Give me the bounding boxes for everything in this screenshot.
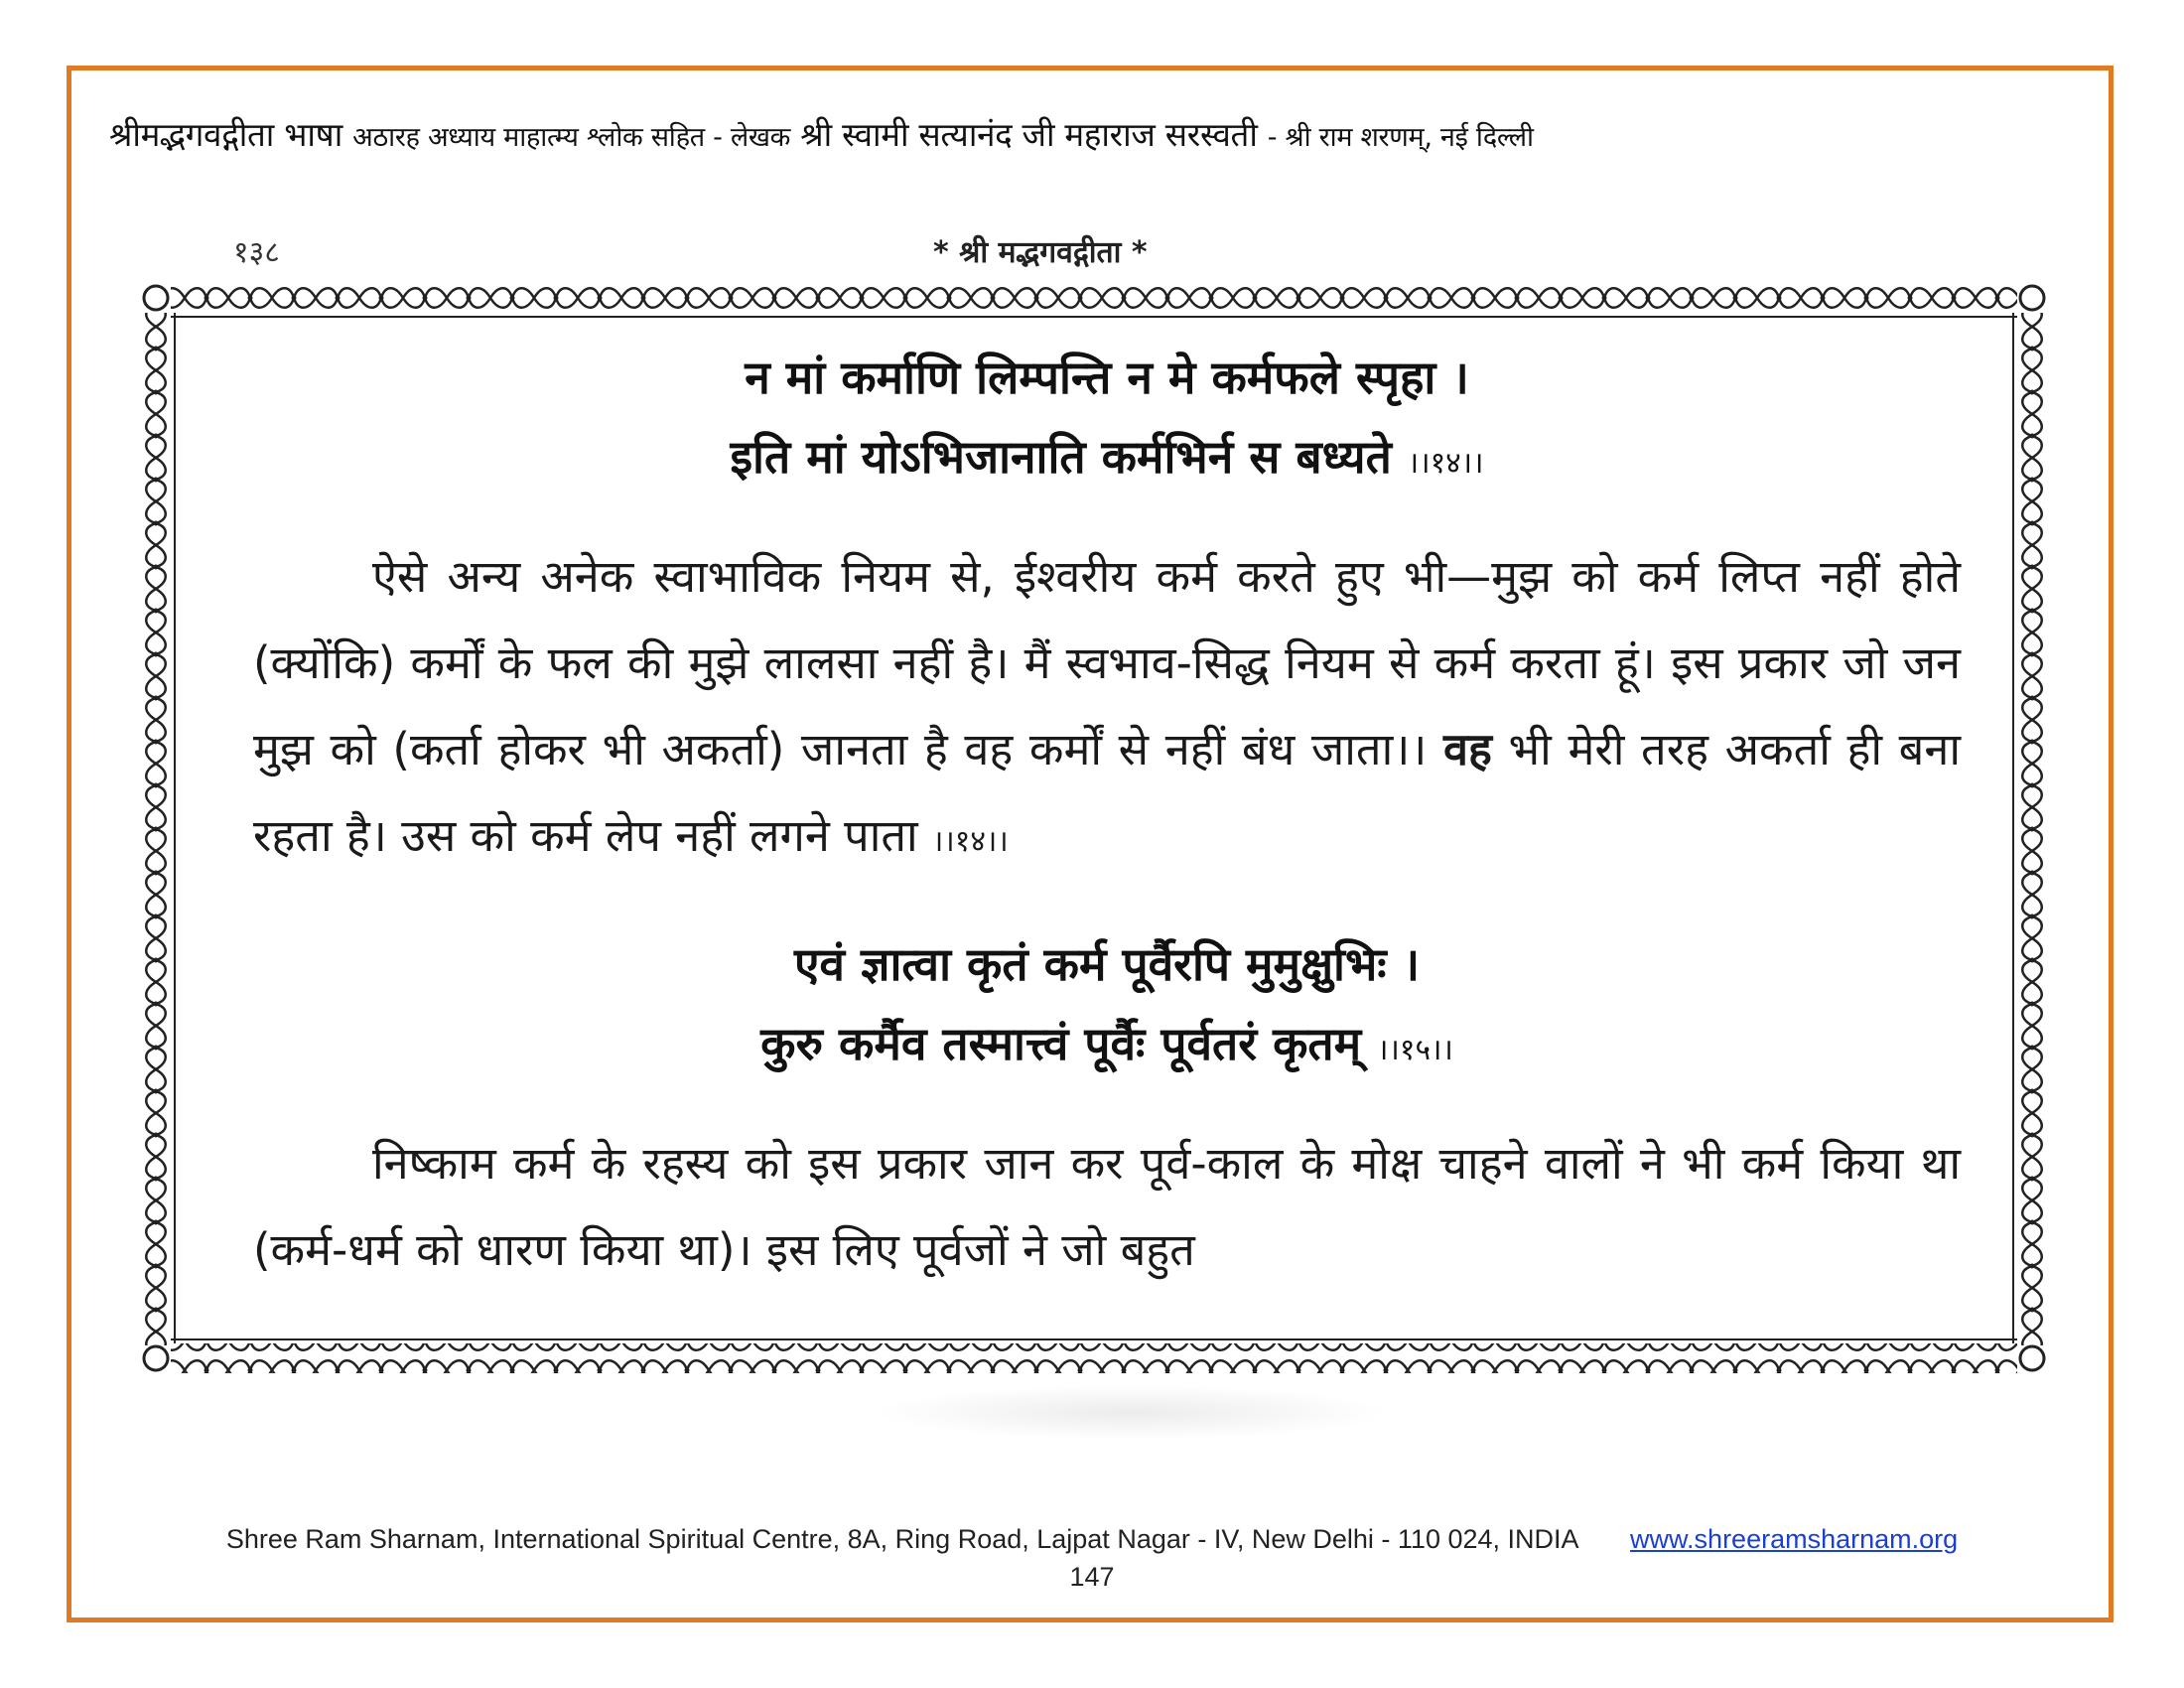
verse-14-line-1: न मां कर्माणि लिम्पन्ति न मे कर्मफले स्पृहा । [745, 351, 1469, 404]
book-running-title: * श्री मद्भगवद्गीता * [933, 235, 1148, 270]
verse-14-line-2 [253, 417, 1961, 503]
commentary-15-text: निष्काम कर्म के रहस्य को इस प्रकार जान कर पूर्व-काल के मोक्ष चाहने वालों ने भी कर्म किया था (कर्म-धर्म को धारण किया था)। इस लिए पूर्वजों ने जो बहुत [253, 1137, 1961, 1276]
commentary-14-text: ऐसे अन्य अनेक स्वाभाविक नियम से, ईश्वरीय कर्म करते हुए भी—मुझ को कर्म लिप्त नहीं होते (क्योंकि) कर्मों के फल की मुझे लालसा नहीं है। मैं स्वभाव-सिद्ध नियम से कर्म करता हूं। इस प्रकार जो जन मुझ को (कर्ता होकर भी अकर्ता) जानता है वह कर्मों से नहीं बंध जाता।। [253, 550, 1961, 775]
verse-15 [253, 924, 1961, 1090]
verse-14-number: ।।१४।। [1407, 446, 1484, 481]
header-publisher: - श्री राम शरणम्, नई दिल्ली [1267, 122, 1534, 153]
verse-15-line-2-text: कुरु कर्मैव तस्मात्त्वं पूर्वैः पूर्वतरं कृतम् [760, 1017, 1362, 1070]
commentary-14-bold: वह [1442, 723, 1492, 775]
verse-14 [253, 338, 1961, 503]
verse-15-line-1: एवं ज्ञात्वा कृतं कर्म पूर्वैरपि मुमुक्षुभिः । [793, 937, 1421, 991]
header-subtitle: अठारह अध्याय माहात्म्य श्लोक सहित - लेखक [352, 122, 791, 153]
verse-15-number: ।।१५।। [1377, 1033, 1453, 1067]
commentary-14-number: ।।१४।। [932, 824, 1009, 859]
scan-smudge [874, 1385, 1390, 1440]
website-link[interactable]: www.shreeramsharnam.org [1630, 1524, 1959, 1554]
footer-address: Shree Ram Sharnam, International Spiritual Centre, 8A, Ring Road, Lajpat Nagar - IV, New Delhi - 110 024, INDIA [225, 1524, 1579, 1554]
footer [0, 1524, 2184, 1555]
commentary-14-rest: भी मेरी तरह अकर्ता ही बना रहता है। उस को कर्म लेप नहीं लगने पाता [253, 723, 1962, 862]
commentary-15 [253, 1120, 1961, 1293]
scripture-content [253, 338, 1961, 1293]
footer-page-number: 147 [1069, 1562, 1115, 1592]
verse-14-line-2-text: इति मां योऽभिजानाति कर्मभिर्न स बध्यते [730, 430, 1392, 484]
header-title: श्रीमद्भगवद्गीता भाषा [109, 115, 342, 154]
book-page-number: १३८ [233, 235, 280, 270]
document-header [109, 111, 2085, 156]
header-author: श्री स्वामी सत्यानंद जी महाराज सरस्वती [800, 115, 1258, 154]
verse-15-line-2 [253, 1004, 1961, 1090]
commentary-14 [253, 533, 1961, 885]
